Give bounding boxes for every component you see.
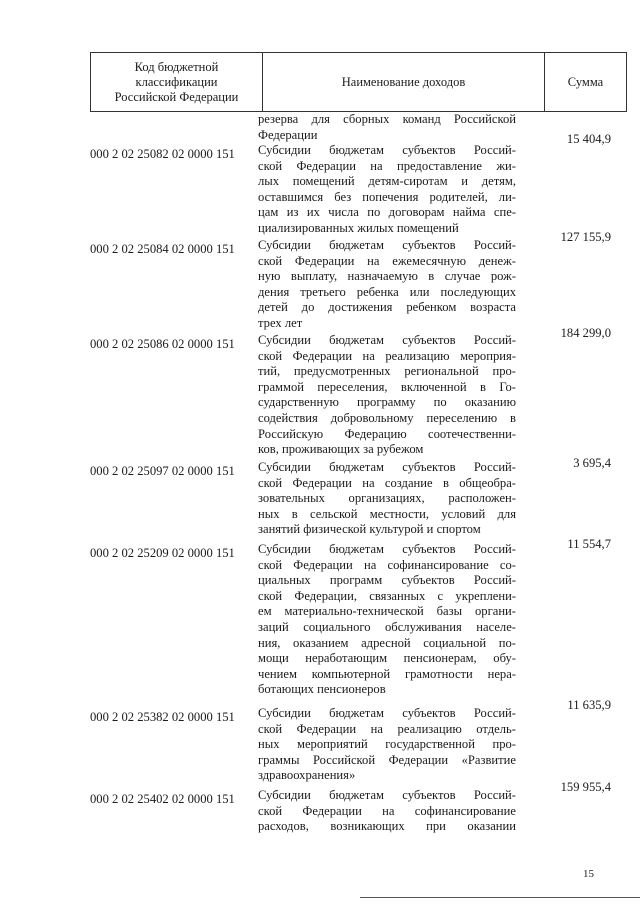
row-description <box>258 333 516 458</box>
description-line: Субсидии бюджетам субъектов Россий- <box>258 333 516 347</box>
description-line: ем материально-технической базы органи- <box>258 604 516 619</box>
description-line: Субсидии бюджетам субъектов Россий- <box>258 143 516 157</box>
description-line: Субсидии бюджетам субъектов Россий- <box>258 460 516 474</box>
description-line: оставшимся без попечения родителей, ли- <box>258 189 516 204</box>
header-name-cell: Наименование доходов <box>263 53 545 111</box>
description-line: цам из их числа по договорам найма спе- <box>258 205 516 220</box>
description-line: циализированных жилых помещений <box>258 220 459 235</box>
row-code: 000 2 02 25097 02 0000 151 <box>90 464 235 478</box>
description-line: ской Федерации на ежемесячную денеж- <box>258 253 516 268</box>
description-line: сударственную программу по оказанию <box>258 395 516 410</box>
row-code: 000 2 02 25402 02 0000 151 <box>90 792 235 806</box>
description-line: ской Федерации на софинансирование со- <box>258 557 516 572</box>
row-amount: 15 404,9 <box>566 132 611 146</box>
row-amount: 11 635,9 <box>567 698 611 712</box>
description-line: ных в сельской местности, условий для <box>258 506 516 521</box>
description-line: ков, проживающих за рубежом <box>258 442 424 457</box>
row-code: 000 2 02 25084 02 0000 151 <box>90 242 235 256</box>
description-line: Федерации <box>258 127 318 142</box>
table-header <box>90 52 627 112</box>
description-line: дения третьего ребенка или последующих <box>258 284 516 299</box>
header-code-line: классификации <box>135 74 218 89</box>
row-code: 000 2 02 25086 02 0000 151 <box>90 337 235 351</box>
row-description <box>258 238 516 332</box>
row-code: 000 2 02 25209 02 0000 151 <box>90 546 235 560</box>
description-line: зовательных организациях, расположен- <box>258 491 516 506</box>
description-line: тий, предусмотренных региональной про- <box>258 364 516 379</box>
description-line: резерва для сборных команд Российской <box>258 112 516 126</box>
continuation-text <box>258 112 516 143</box>
bottom-rule <box>360 897 640 898</box>
row-amount: 3 695,4 <box>573 456 611 470</box>
description-line: циальных программ субъектов Россий- <box>258 573 516 588</box>
description-line: ской Федерации на создание в общеобра- <box>258 475 516 490</box>
row-description <box>258 460 516 538</box>
description-line: граммы Российской Федерации «Развитие <box>258 752 516 767</box>
description-line: чением компьютерной грамотности нера- <box>258 666 516 681</box>
description-line: Российскую Федерацию соотечественни- <box>258 426 516 441</box>
row-description <box>258 143 516 237</box>
header-code-line: Код бюджетной <box>134 59 219 74</box>
description-line: ской Федерации на предоставление жи- <box>258 158 516 173</box>
row-code: 000 2 02 25382 02 0000 151 <box>90 710 235 724</box>
header-code-line: Российской Федерации <box>114 89 239 104</box>
row-description <box>258 788 516 835</box>
row-description <box>258 542 516 698</box>
description-line: Субсидии бюджетам субъектов Россий- <box>258 238 516 252</box>
description-line: мощи неработающим пенсионерам, обу- <box>258 651 516 666</box>
row-amount: 11 554,7 <box>567 537 611 551</box>
row-amount: 127 155,9 <box>560 230 611 244</box>
description-line: ных мероприятий государственной про- <box>258 737 516 752</box>
description-line: здравоохранения» <box>258 768 356 783</box>
description-line: граммой переселения, включенной в Го- <box>258 379 516 394</box>
description-line: содействия добровольному переселению в <box>258 410 516 425</box>
row-code: 000 2 02 25082 02 0000 151 <box>90 147 235 161</box>
description-line: Субсидии бюджетам субъектов Россий- <box>258 788 516 802</box>
header-sum-cell: Сумма <box>567 74 604 89</box>
description-line: Субсидии бюджетам субъектов Россий- <box>258 542 516 556</box>
description-line: заций социального обслуживания населе- <box>258 619 516 634</box>
description-line: ния, оказанием адресной социальной по- <box>258 635 516 650</box>
description-line: ской Федерации на софинансирование <box>258 803 516 818</box>
row-amount: 184 299,0 <box>560 326 611 340</box>
description-line: детей до достижения ребенком возраста <box>258 300 516 315</box>
description-line: занятий физической культурой и спортом <box>258 522 481 537</box>
page-number: 15 <box>583 868 594 880</box>
row-description <box>258 706 516 784</box>
description-line: лых помещений детям-сиротам и детям, <box>258 174 516 189</box>
description-line: ской Федерации на реализацию мероприя- <box>258 348 516 363</box>
row-amount: 159 955,4 <box>560 780 611 794</box>
description-line: трех лет <box>258 315 303 330</box>
description-line: ской Федерации, связанных с укреплени- <box>258 588 516 603</box>
description-line: Субсидии бюджетам субъектов Россий- <box>258 706 516 720</box>
description-line: ской Федерации на реализацию отдель- <box>258 721 516 736</box>
description-line: ботающих пенсионеров <box>258 682 386 697</box>
description-line: расходов, возникающих при оказании <box>258 819 516 834</box>
header-code-cell <box>91 53 263 111</box>
description-line: ную выплату, назначаемую в случае рож- <box>258 269 516 284</box>
